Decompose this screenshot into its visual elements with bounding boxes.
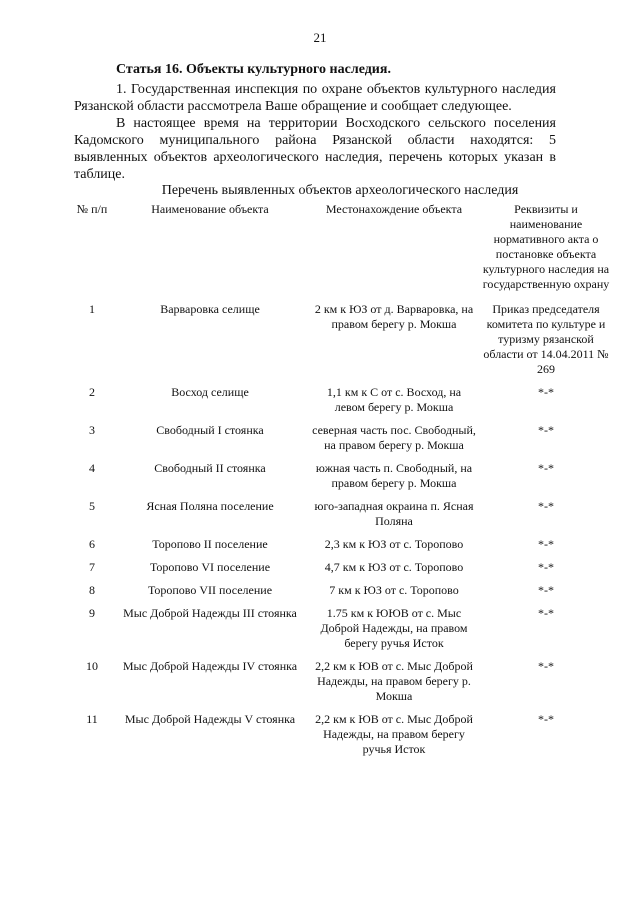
table-row: [74, 704, 614, 757]
row-number: 10: [86, 659, 98, 673]
table-row: [74, 575, 614, 598]
table-row: [74, 651, 614, 704]
row-location: 1.75 км к ЮЮВ от с. Мыс Доброй Надежды, на правом берегу ручья Исток: [320, 606, 468, 650]
article-heading: Статья 16. Объекты культурного наследия.: [116, 62, 391, 77]
table-row: [74, 491, 614, 529]
row-requisites: *-*: [538, 712, 554, 726]
row-requisites: *-*: [538, 560, 554, 574]
row-object-name: Мыс Доброй Надежды V стоянка: [124, 712, 296, 726]
row-object-name: Мыс Доброй Надежды IV стоянка: [122, 659, 298, 673]
table-row: [74, 292, 614, 377]
row-requisites: *-*: [538, 659, 554, 673]
table-row: [74, 453, 614, 491]
row-number: 4: [89, 461, 95, 475]
heritage-objects-table: [74, 202, 614, 757]
row-object-name: Варваровка селище: [160, 302, 260, 316]
row-requisites: *-*: [538, 385, 554, 399]
row-object-name: Мыс Доброй Надежды III стоянка: [123, 606, 297, 620]
row-location: северная часть пос. Свободный, на правом берегу р. Мокша: [312, 423, 476, 452]
row-number: 8: [89, 583, 95, 597]
table-row: [74, 552, 614, 575]
row-number: 5: [89, 499, 95, 513]
row-requisites: Приказ председателя комитета по культуре и туризму рязанской области от 14.04.2011 № 269: [483, 302, 609, 376]
row-object-name: Торопово VI поселение: [149, 560, 271, 574]
row-object-name: Свободный II стоянка: [154, 461, 266, 475]
row-location: 2,3 км к ЮЗ от с. Торопово: [324, 537, 464, 551]
table-row: [74, 415, 614, 453]
row-location: юго-западная окраина п. Ясная Поляна: [314, 499, 474, 528]
row-location: 7 км к ЮЗ от с. Торопово: [329, 583, 459, 597]
paragraph-1: 1. Государственная инспекция по охране объектов культурного наследия Рязанской области рассмотрела Ваше обращение и сообщает следующее.: [74, 82, 556, 114]
row-requisites: *-*: [538, 606, 554, 620]
row-object-name: Ясная Поляна поселение: [146, 499, 274, 513]
row-number: 1: [89, 302, 95, 316]
header-object-name: Наименование объекта: [151, 202, 269, 216]
table-row: [74, 377, 614, 415]
table-row: [74, 529, 614, 552]
row-number: 7: [89, 560, 95, 574]
row-number: 2: [89, 385, 95, 399]
header-location: Местонахождение объекта: [325, 202, 463, 216]
row-object-name: Торопово VII поселение: [147, 583, 273, 597]
row-object-name: Восход селище: [171, 385, 249, 399]
row-requisites: *-*: [538, 461, 554, 475]
header-number: № п/п: [76, 202, 108, 216]
row-number: 11: [86, 712, 98, 726]
row-location: 1,1 км к С от с. Восход, на левом берегу р. Мокша: [326, 385, 462, 414]
row-requisites: *-*: [538, 499, 554, 513]
row-number: 6: [89, 537, 95, 551]
table-title: Перечень выявленных объектов археологического наследия: [161, 183, 519, 198]
row-location: 2 км к ЮЗ от д. Варваровка, на правом берегу р. Мокша: [314, 302, 474, 331]
row-number: 9: [89, 606, 95, 620]
header-requisites: Реквизиты и наименование нормативного акта о постановке объекта культурного наследия на государственную охрану: [482, 202, 610, 291]
page-number: 21: [313, 30, 327, 45]
row-object-name: Торопово II поселение: [152, 537, 268, 551]
table-header-row: [74, 202, 614, 292]
row-location: 4,7 км к ЮЗ от с. Торопово: [324, 560, 464, 574]
paragraph-2: В настоящее время на территории Восходского сельского поселения Кадомского муниципального района Рязанской области находятся: 5 выявленных объектов археологического наследия, перечень которых указан в таблице.: [74, 116, 556, 182]
row-requisites: *-*: [538, 583, 554, 597]
row-location: 2,2 км к ЮВ от с. Мыс Доброй Надежды, на правом берегу р. Мокша: [315, 659, 473, 703]
row-location: 2,2 км к ЮВ от с. Мыс Доброй Надежды, на правом берегу ручья Исток: [315, 712, 473, 756]
row-number: 3: [89, 423, 95, 437]
table-row: [74, 598, 614, 651]
row-object-name: Свободный I стоянка: [156, 423, 264, 437]
row-requisites: *-*: [538, 537, 554, 551]
row-location: южная часть п. Свободный, на правом берегу р. Мокша: [315, 461, 473, 490]
row-requisites: *-*: [538, 423, 554, 437]
